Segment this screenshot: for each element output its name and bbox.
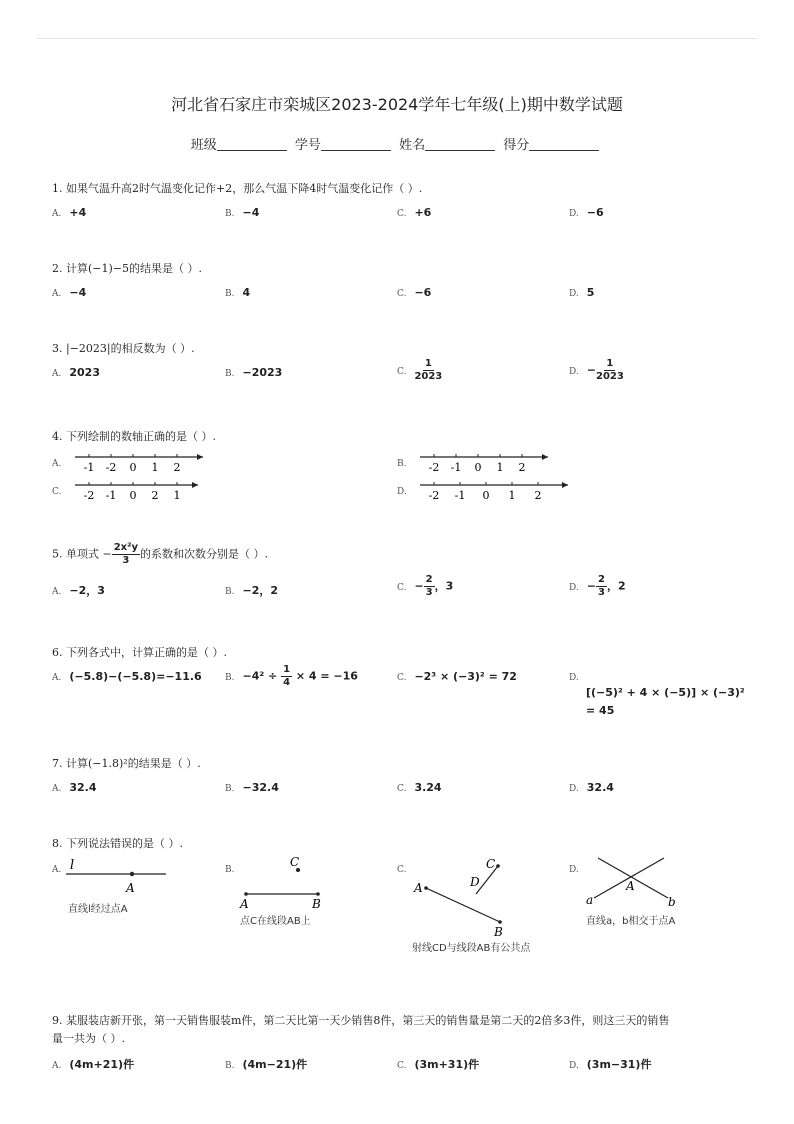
question-1-stem: 1. 如果气温升高2时气温变化记作+2，那么气温下降4时气温变化记作（ ）.: [52, 182, 423, 195]
q4-option-d[interactable]: D. -2 -1 0 1 2: [397, 480, 578, 502]
q6-option-d[interactable]: D.: [569, 673, 579, 683]
q1-option-d[interactable]: D. −6: [569, 206, 604, 219]
fraction: $\frac{\text{2x²y}}{3}$: [113, 542, 139, 566]
q2-option-c[interactable]: C. −6: [397, 286, 432, 299]
q8-caption-c: 射线CD与线段AB有公共点: [412, 943, 531, 954]
q7-option-a[interactable]: A. 32.4: [52, 781, 97, 794]
score-blank[interactable]: [529, 138, 599, 151]
student-info-row: [0, 134, 794, 153]
q5-option-a[interactable]: A. −2，3: [52, 584, 105, 597]
tick-label: 0: [129, 461, 137, 474]
tick-label: -2: [83, 489, 95, 502]
number-line-a: [73, 452, 213, 474]
number-line-d: [418, 480, 578, 502]
number-blank[interactable]: [321, 138, 391, 151]
q8-caption-a: 直线l经过点A: [68, 904, 128, 915]
q9-option-c[interactable]: C. (3m+31)件: [397, 1058, 480, 1071]
q8-option-a[interactable]: A.: [52, 865, 62, 875]
segment-AB: [426, 888, 500, 922]
axis-arrow: [562, 482, 568, 488]
q8-figure-a: [62, 856, 172, 896]
q8-caption-b: 点C在线段AB上: [240, 916, 311, 927]
q3-option-a[interactable]: A. 2023: [52, 366, 100, 379]
page-title: 河北省石家庄市栾城区2023-2024学年七年级(上)期中数学试题: [171, 95, 623, 114]
q8-figure-d: [582, 852, 682, 912]
q2-option-a[interactable]: A. −4: [52, 286, 87, 299]
fraction: $\frac{2}{3}$: [425, 574, 433, 598]
q4-option-a[interactable]: A. -1 -2 0 1 2: [52, 452, 213, 474]
axis-arrow: [192, 482, 198, 488]
number-line-c: [73, 480, 213, 502]
tick-label: 1: [508, 489, 516, 502]
label-D: D: [470, 875, 480, 889]
tick-label: 2: [534, 489, 542, 502]
label-A: A: [626, 879, 635, 893]
q6-option-c[interactable]: C. −2³ × (−3)² = 72: [397, 670, 517, 683]
q2-option-b[interactable]: B. 4: [225, 286, 251, 299]
fraction: $\frac{1}{2023}$: [414, 358, 443, 382]
q4-option-c[interactable]: C. -2 -1 0 2 1: [52, 480, 213, 502]
q5-option-b[interactable]: B. −2，2: [225, 584, 279, 597]
label-A: A: [240, 897, 249, 910]
question-9-stem-line1: 9. 某服装店新开张，第一天销售服装m件，第二天比第一天少销售8件，第三天的销售量是第二天的2倍多3件，则这三天的销售: [52, 1014, 670, 1027]
tick-label: 0: [482, 489, 490, 502]
axis-arrow: [197, 454, 203, 460]
label-a: a: [586, 893, 594, 907]
score-label: 得分: [503, 138, 530, 153]
class-label: 班级: [190, 138, 217, 153]
q1-option-c[interactable]: C. +6: [397, 206, 432, 219]
tick-label: -1: [454, 489, 466, 502]
tick-label: 0: [129, 489, 137, 502]
tick-label: -2: [428, 489, 440, 502]
question-7-stem: 7. 计算(−1.8)²的结果是（ ）.: [52, 757, 201, 770]
tick-label: -1: [450, 461, 462, 474]
tick-label: -2: [428, 461, 440, 474]
q9-option-a[interactable]: A. (4m+21)件: [52, 1058, 135, 1071]
tick-label: 0: [474, 461, 482, 474]
q7-option-c[interactable]: C. 3.24: [397, 781, 442, 794]
tick-label: -2: [105, 461, 117, 474]
q3-option-c[interactable]: C. $\frac{1}{2023}$: [397, 358, 443, 382]
question-9-stem-line2: 量一共为（ ）.: [52, 1032, 125, 1045]
point-A: [130, 872, 134, 876]
q7-option-b[interactable]: B. −32.4: [225, 781, 279, 794]
q8-option-d[interactable]: D.: [569, 865, 579, 875]
tick-label: 1: [496, 461, 504, 474]
q6-option-d-line1: [(−5)² + 4 × (−5)] × (−3)²: [586, 686, 745, 699]
q7-option-d[interactable]: D. 32.4: [569, 781, 614, 794]
q8-caption-d: 直线a，b相交于点A: [586, 916, 676, 927]
question-5-stem: 5. 单项式 − $\frac{\text{2x²y}}{3}$ 的系数和次数分别是（ ）.: [52, 542, 269, 566]
number-label: 学号: [294, 138, 321, 153]
label-C: C: [290, 855, 300, 869]
question-6-stem: 6. 下列各式中，计算正确的是（ ）.: [52, 646, 227, 659]
label-A: A: [126, 881, 135, 895]
q3-option-d[interactable]: D. − $\frac{1}{2023}$: [569, 358, 624, 382]
q8-figure-b: [236, 852, 336, 910]
q4-option-b[interactable]: B. -2 -1 0 1 2: [397, 452, 558, 474]
q2-option-d[interactable]: D. 5: [569, 286, 595, 299]
tick-label: -1: [105, 489, 117, 502]
fraction: $\frac{1}{4}$: [283, 664, 291, 688]
label-B: B: [312, 897, 321, 910]
label-A: A: [414, 881, 423, 895]
header-rule: [36, 38, 758, 39]
name-label: 姓名: [399, 138, 426, 153]
tick-label: 2: [173, 461, 181, 474]
tick-label: -1: [83, 461, 95, 474]
tick-label: 1: [173, 489, 181, 502]
question-4-stem: 4. 下列绘制的数轴正确的是（ ）.: [52, 430, 216, 443]
q6-option-d-line2: = 45: [586, 704, 615, 717]
q9-option-d[interactable]: D. (3m−31)件: [569, 1058, 652, 1071]
fraction: $\frac{1}{2023}$: [595, 358, 624, 382]
q3-option-b[interactable]: B. −2023: [225, 366, 283, 379]
q8-option-b[interactable]: B.: [225, 865, 235, 875]
tick-label: 2: [518, 461, 526, 474]
q8-option-c[interactable]: C.: [397, 865, 407, 875]
q6-option-a[interactable]: A. (−5.8)−(−5.8)=−11.6: [52, 670, 202, 683]
label-l: l: [70, 858, 75, 873]
q6-option-b[interactable]: B. −4² ÷ $\frac{1}{4}$ × 4 = −16: [225, 664, 358, 688]
question-8-stem: 8. 下列说法错误的是（ ）.: [52, 837, 183, 850]
name-blank[interactable]: [425, 138, 495, 151]
tick-label: 1: [151, 461, 159, 474]
q9-option-b[interactable]: B. (4m−21)件: [225, 1058, 308, 1071]
class-blank[interactable]: [217, 138, 287, 151]
q1-option-a[interactable]: A. +4: [52, 206, 87, 219]
q1-option-b[interactable]: B. −4: [225, 206, 260, 219]
q5-option-c[interactable]: C. − $\frac{2}{3}$ ，3: [397, 574, 454, 598]
question-2-stem: 2. 计算(−1)−5的结果是（ ）.: [52, 262, 202, 275]
q5-option-d[interactable]: D. − $\frac{2}{3}$ ，2: [569, 574, 626, 598]
axis-arrow: [542, 454, 548, 460]
label-C: C: [486, 857, 496, 871]
tick-label: 2: [151, 489, 159, 502]
label-b: b: [668, 895, 676, 909]
question-3-stem: 3. |−2023|的相反数为（ ）.: [52, 342, 195, 355]
fraction: $\frac{2}{3}$: [597, 574, 605, 598]
q8-figure-c: [410, 852, 520, 940]
number-line-b: [418, 452, 558, 474]
label-B: B: [494, 925, 503, 939]
